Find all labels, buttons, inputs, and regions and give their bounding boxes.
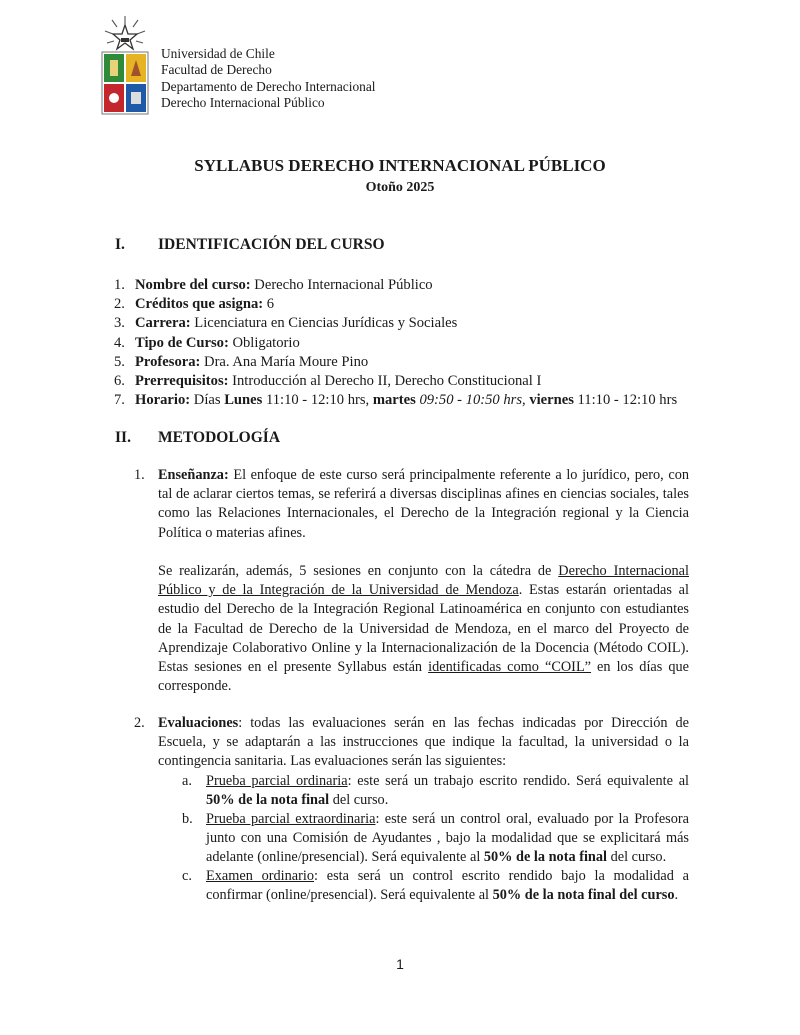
item-label: Carrera: [135,315,191,332]
evaluation-item [206,867,689,905]
list-number: 1. [134,467,145,483]
page-number: 1 [396,956,404,972]
item-value: Introducción al Derecho II, Derecho Constitucional I [228,372,542,389]
day-label: martes [372,392,416,409]
item-label: Prerrequisitos: [135,372,229,389]
evaluation-text: : este será un control oral, evaluado por la Profesora junto con una Comisión de Ayudantes , bajo la modalidad que se explicitará más adelante (online/presencial). Será equivalente al [206,811,689,866]
horario-time: 11:10 - 12:10 hrs [573,392,678,409]
list-number: 2. [114,296,125,313]
evaluation-weight: 50% de la nota final [483,849,607,866]
institution-line: Facultad de Derecho [161,62,272,78]
item-value: Dra. Ana María Moure Pino [200,353,369,370]
university-logo [98,14,152,118]
evaluation-text: : esta será un control escrito rendido bajo la modalidad a confirmar (online/presencial). Será equivalente al [206,868,689,904]
paragraph-label: Evaluaciones [158,715,239,731]
item-label: Tipo de Curso: [135,334,229,351]
paragraph-ensenanza [158,466,689,543]
list-number: 2. [134,715,145,731]
list-number: 7. [114,392,125,409]
paragraph-label: Enseñanza: [158,467,229,483]
horario-time: 11:10 - 12:10 hrs, [262,392,373,409]
item-value: Derecho Internacional Público [250,277,433,293]
item-value: 6 [263,296,275,313]
section-number: I. [115,236,125,253]
list-number: 1. [114,277,125,293]
list-number: 3. [114,315,125,332]
document-subtitle: Otoño 2025 [365,180,435,195]
item-label: Horario: [135,392,191,409]
horario-time: 09:50 - 10:50 hrs [415,392,523,409]
evaluation-title: Prueba parcial ordinaria [206,773,348,789]
institution-line: Departamento de Derecho Internacional [161,78,376,94]
paragraph-text: : todas las evaluaciones serán en las fechas indicadas por Dirección de Escuela, y se adaptarán a las instrucciones que indique la facultad, la universidad o la contingencia sanitaria. Las evaluaciones serán las siguientes: [158,715,689,770]
document-title: SYLLABUS DERECHO INTERNACIONAL PÚBLICO [194,156,606,175]
sub-letter: b. [182,811,193,827]
item-label: Nombre del curso: [135,277,251,293]
evaluation-text: . [674,887,679,904]
list-number: 6. [114,372,125,389]
section-number: II. [115,429,131,446]
day-label: Lunes [224,392,263,409]
horario-separator: , [522,392,530,409]
institution-line: Universidad de Chile [161,46,275,61]
coil-identification-link[interactable]: identificadas como “COIL” [428,659,592,676]
evaluation-text: del curso. [329,792,389,809]
section-title: IDENTIFICACIÓN DEL CURSO [158,236,385,253]
paragraph-evaluaciones [158,714,689,772]
item-value: Obligatorio [228,334,300,351]
paragraph-coil [158,562,689,696]
item-label: Profesora: [135,353,201,370]
sub-letter: c. [182,868,192,884]
horario-text: Días [190,392,225,409]
paragraph-text: . Estas estarán orientadas al estudio del Derecho de la Integración Regional Latinoamérica en conjunto con estudiantes de la Facultad de Derecho de la Universidad de Mendoza, en el marco del Proyecto de Aprendizaje Colaborativo Online y la Internacionalización de la Docencia (Método COIL). Estas sesiones en el presente Syllabus están [158,582,689,676]
evaluation-title: Prueba parcial extraordinaria [206,811,376,827]
evaluation-title: Examen ordinario [206,868,315,884]
institution-block [161,46,376,112]
evaluation-item [206,810,689,868]
paragraph-text: en los días que corresponde. [158,659,690,695]
day-label: viernes [529,392,574,409]
mendoza-course-link[interactable]: Derecho Internacional Público y de la Integración de la Universidad de Mendoza [158,563,689,599]
institution-line: Derecho Internacional Público [161,95,325,111]
section-title: METODOLOGÍA [158,429,281,446]
paragraph-text: Se realizarán, además, 5 sesiones en conjunto con la cátedra de [158,563,559,579]
evaluation-weight: 50% de la nota final [206,792,330,809]
list-number: 5. [114,353,125,370]
evaluation-item [206,772,689,810]
list-number: 4. [114,334,125,351]
evaluation-weight: 50% de la nota final del curso [492,887,675,904]
sub-letter: a. [182,773,192,789]
paragraph-text: El enfoque de este curso será principalmente referente a lo jurídico, pero, con tal de aclarar ciertos temas, se referirá a diversas disciplinas afines en ciencias sociales, tales como las Relaciones Internacionales, el Derecho de la Integración regional y la Ciencia Política o materias afines. [158,467,689,541]
item-value: Licenciatura en Ciencias Jurídicas y Sociales [190,315,458,332]
item-label: Créditos que asigna: [135,296,264,313]
evaluation-text: : este será un trabajo escrito rendido. Será equivalente al [347,773,690,789]
evaluation-text: del curso. [607,849,667,866]
